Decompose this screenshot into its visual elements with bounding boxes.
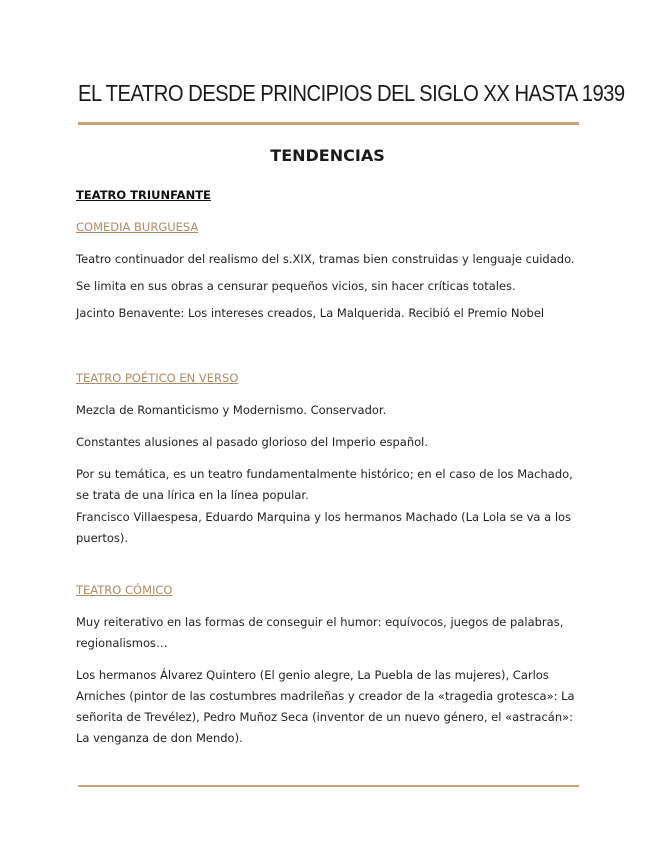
paragraph: Muy reiterativo en las formas de conseguir el humor: equívocos, juegos de palabras, regionalismos… xyxy=(76,615,564,650)
section-heading: TENDENCIAS xyxy=(270,146,385,165)
category-title-block xyxy=(76,185,576,206)
subsection-title-block xyxy=(76,580,576,601)
subsection-title-teatro-poetico: TEATRO POÉTICO EN VERSO xyxy=(76,371,239,385)
subsection-title-block xyxy=(76,368,576,389)
paragraph: Constantes alusiones al pasado glorioso del Imperio español. xyxy=(76,435,429,449)
subsection-title-teatro-comico: TEATRO CÓMICO xyxy=(76,583,173,597)
category-title: TEATRO TRIUNFANTE xyxy=(76,188,211,202)
subsection-title-block xyxy=(76,217,576,238)
paragraph: Teatro continuador del realismo del s.XIX, tramas bien construidas y lenguaje cuidado. xyxy=(76,252,575,266)
title-divider xyxy=(78,122,579,125)
paragraph: Mezcla de Romanticismo y Modernismo. Conservador. xyxy=(76,403,387,417)
subsection-title-comedia-burguesa: COMEDIA BURGUESA xyxy=(76,220,199,234)
paragraph: Se limita en sus obras a censurar pequeños vicios, sin hacer críticas totales. xyxy=(76,279,516,293)
paragraph: Los hermanos Álvarez Quintero (El genio alegre, La Puebla de las mujeres), Carlos Arniches (pintor de las costumbres madrileñas y creador de la «tragedia grotesca»: La señorita de Trevélez), Pedro Muñoz Seca (inventor de un nuevo género, el «astracán»: La venganza de don Mendo). xyxy=(76,668,575,745)
footer-divider xyxy=(78,785,579,787)
document-title: EL TEATRO DESDE PRINCIPIOS DEL SIGLO XX HASTA 1939 xyxy=(78,80,625,106)
paragraph: Francisco Villaespesa, Eduardo Marquina y los hermanos Machado (La Lola se va a los puertos). xyxy=(76,510,572,545)
paragraph: Por su temática, es un teatro fundamentalmente histórico; en el caso de los Machado, se trata de una lírica en la línea popular. xyxy=(76,467,573,502)
paragraph: Jacinto Benavente: Los intereses creados, La Malquerida. Recibió el Premio Nobel xyxy=(76,306,545,320)
